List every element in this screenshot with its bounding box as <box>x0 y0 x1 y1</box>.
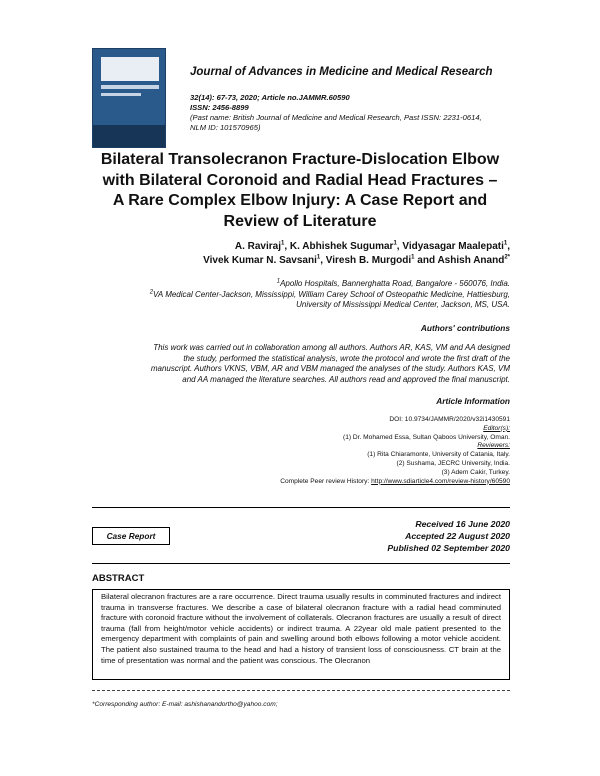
journal-issn: ISSN: 2456-8899 <box>190 103 249 112</box>
journal-cover-thumbnail <box>92 48 166 148</box>
abstract-text: Bilateral olecranon fractures are a rare occurrence. Direct trauma usually results in comminuted fractures and indirect trauma in transverse fractures. We describe a case of bilateral olecranon fracture with a radial head comminuted fracture with coronoid fracture without the involvement of collaterals. Olecranon fractures are usually a result of direct trauma (fall from height/motor vehicle accidents) or indirect trauma. A 22year old male patient presented to the emergency department with complaints of pain and swelling around both elbows following a motor vehicle accident. The patient also sustained trauma to the head and had a history of transient loss of consciousness. CT brain at the time of presentation was normal and the patient was conscious. The Olecranon <box>101 592 501 665</box>
affiliation-text: VA Medical Center-Jackson, Mississippi, William Carey School of Osteopathic Medicine, Hattiesburg, <box>153 289 510 299</box>
editors-label: Editor(s): <box>483 424 510 432</box>
article-type-badge: Case Report <box>92 527 170 545</box>
divider-line <box>92 507 510 508</box>
author-name: , Viresh B. Murgodi <box>320 255 412 266</box>
author-name: , K. Abhishek Sugumar <box>284 241 394 252</box>
corresponding-author-footnote: *Corresponding author: E-mail: ashishanandortho@yahoo.com; <box>92 701 278 708</box>
title-line: Review of Literature <box>223 212 377 230</box>
author-line <box>50 254 510 268</box>
affiliation-marker: 2 <box>149 288 154 295</box>
author-name: , Vidyasagar Maalepati <box>396 241 504 252</box>
affiliations <box>50 279 510 311</box>
received-date: Received 16 June 2020 <box>415 519 510 529</box>
journal-past-name: (Past name: British Journal of Medicine and Medical Research, Past ISSN: 2231-0614, <box>190 113 482 122</box>
cover-line <box>101 85 159 89</box>
affiliation-2 <box>50 290 510 301</box>
contributions-text <box>88 343 510 385</box>
contributions-heading: Authors' contributions <box>420 323 510 333</box>
doi: DOI: 10.9734/JAMMR/2020/v32i1430591 <box>389 416 510 423</box>
author-name: Vivek Kumar N. Savsani <box>203 255 317 266</box>
affiliation-1 <box>50 279 510 290</box>
contribution-line: manuscript. Authors VKNS, VBM, AR and VBM managed the analyses of the study. Authors KAS, VM <box>150 364 510 373</box>
affiliation-2-cont: University of Mississippi Medical Center, Jackson, MS, USA. <box>296 300 510 309</box>
abstract-box <box>92 589 510 680</box>
publication-dates <box>387 518 510 554</box>
paper-title <box>40 150 560 232</box>
affiliation-marker: 1 <box>503 240 508 247</box>
cover-footer-stripe <box>93 125 166 147</box>
affiliation-marker: 1 <box>316 254 321 261</box>
affiliation-marker: 1 <box>411 254 415 261</box>
affiliation-text: Apollo Hospitals, Bannerghatta Road, Bangalore - 560076, India. <box>280 279 510 288</box>
title-line: with Bilateral Coronoid and Radial Head Fractures – <box>102 171 498 189</box>
contribution-line: the study, performed the statistical analysis, wrote the protocol and wrote the first draft of the <box>183 353 510 363</box>
reviewer-entry: (2) Sushama, JECRC University, India. <box>396 459 510 467</box>
peer-review-label: Complete Peer review History: <box>280 477 372 485</box>
divider-line <box>92 563 510 564</box>
contribution-line: This work was carried out in collaboration among all authors. Authors AR, KAS, VM and AA designed <box>153 343 510 352</box>
reviewer-entry: (1) Rita Chiaramonte, University of Catania, Italy. <box>367 451 510 459</box>
reviewers-label: Reviewers: <box>477 442 510 450</box>
author-list <box>50 240 510 268</box>
journal-nlm-id: NLM ID: 101570965) <box>190 123 261 132</box>
author-separator: , <box>507 241 510 252</box>
author-line <box>50 240 510 254</box>
author-name: and Ashish Anand <box>414 255 505 266</box>
editor-entry: (1) Dr. Mohamed Essa, Sultan Qaboos University, Oman. <box>343 433 510 441</box>
title-line: Bilateral Transolecranon Fracture-Dislocation Elbow <box>100 151 500 168</box>
journal-citation: 32(14): 67-73, 2020; Article no.JAMMR.60590 <box>190 93 350 102</box>
affiliation-marker: 1 <box>276 278 281 285</box>
affiliation-marker: 2* <box>504 254 510 261</box>
published-date: Published 02 September 2020 <box>387 543 510 553</box>
affiliation-marker: 1 <box>393 240 397 247</box>
title-line: A Rare Complex Elbow Injury: A Case Report and <box>112 192 488 209</box>
contribution-line: and AA managed the literature searches. All authors read and approved the final manuscript. <box>182 374 510 384</box>
cover-title-band <box>101 57 159 81</box>
author-name: A. Raviraj <box>234 241 281 252</box>
footnote-separator <box>92 690 510 691</box>
accepted-date: Accepted 22 August 2020 <box>405 531 510 541</box>
abstract-heading: ABSTRACT <box>92 573 145 584</box>
article-info <box>150 416 510 486</box>
cover-line <box>101 93 141 96</box>
peer-review-history <box>150 478 510 487</box>
article-info-heading: Article Information <box>436 396 510 406</box>
peer-review-link[interactable]: http://www.sdiarticle4.com/review-history/60590 <box>371 477 510 485</box>
affiliation-marker: 1 <box>281 240 285 247</box>
reviewer-entry: (3) Adem Cakir, Turkey. <box>441 468 510 476</box>
journal-name: Journal of Advances in Medicine and Medical Research <box>190 66 493 78</box>
